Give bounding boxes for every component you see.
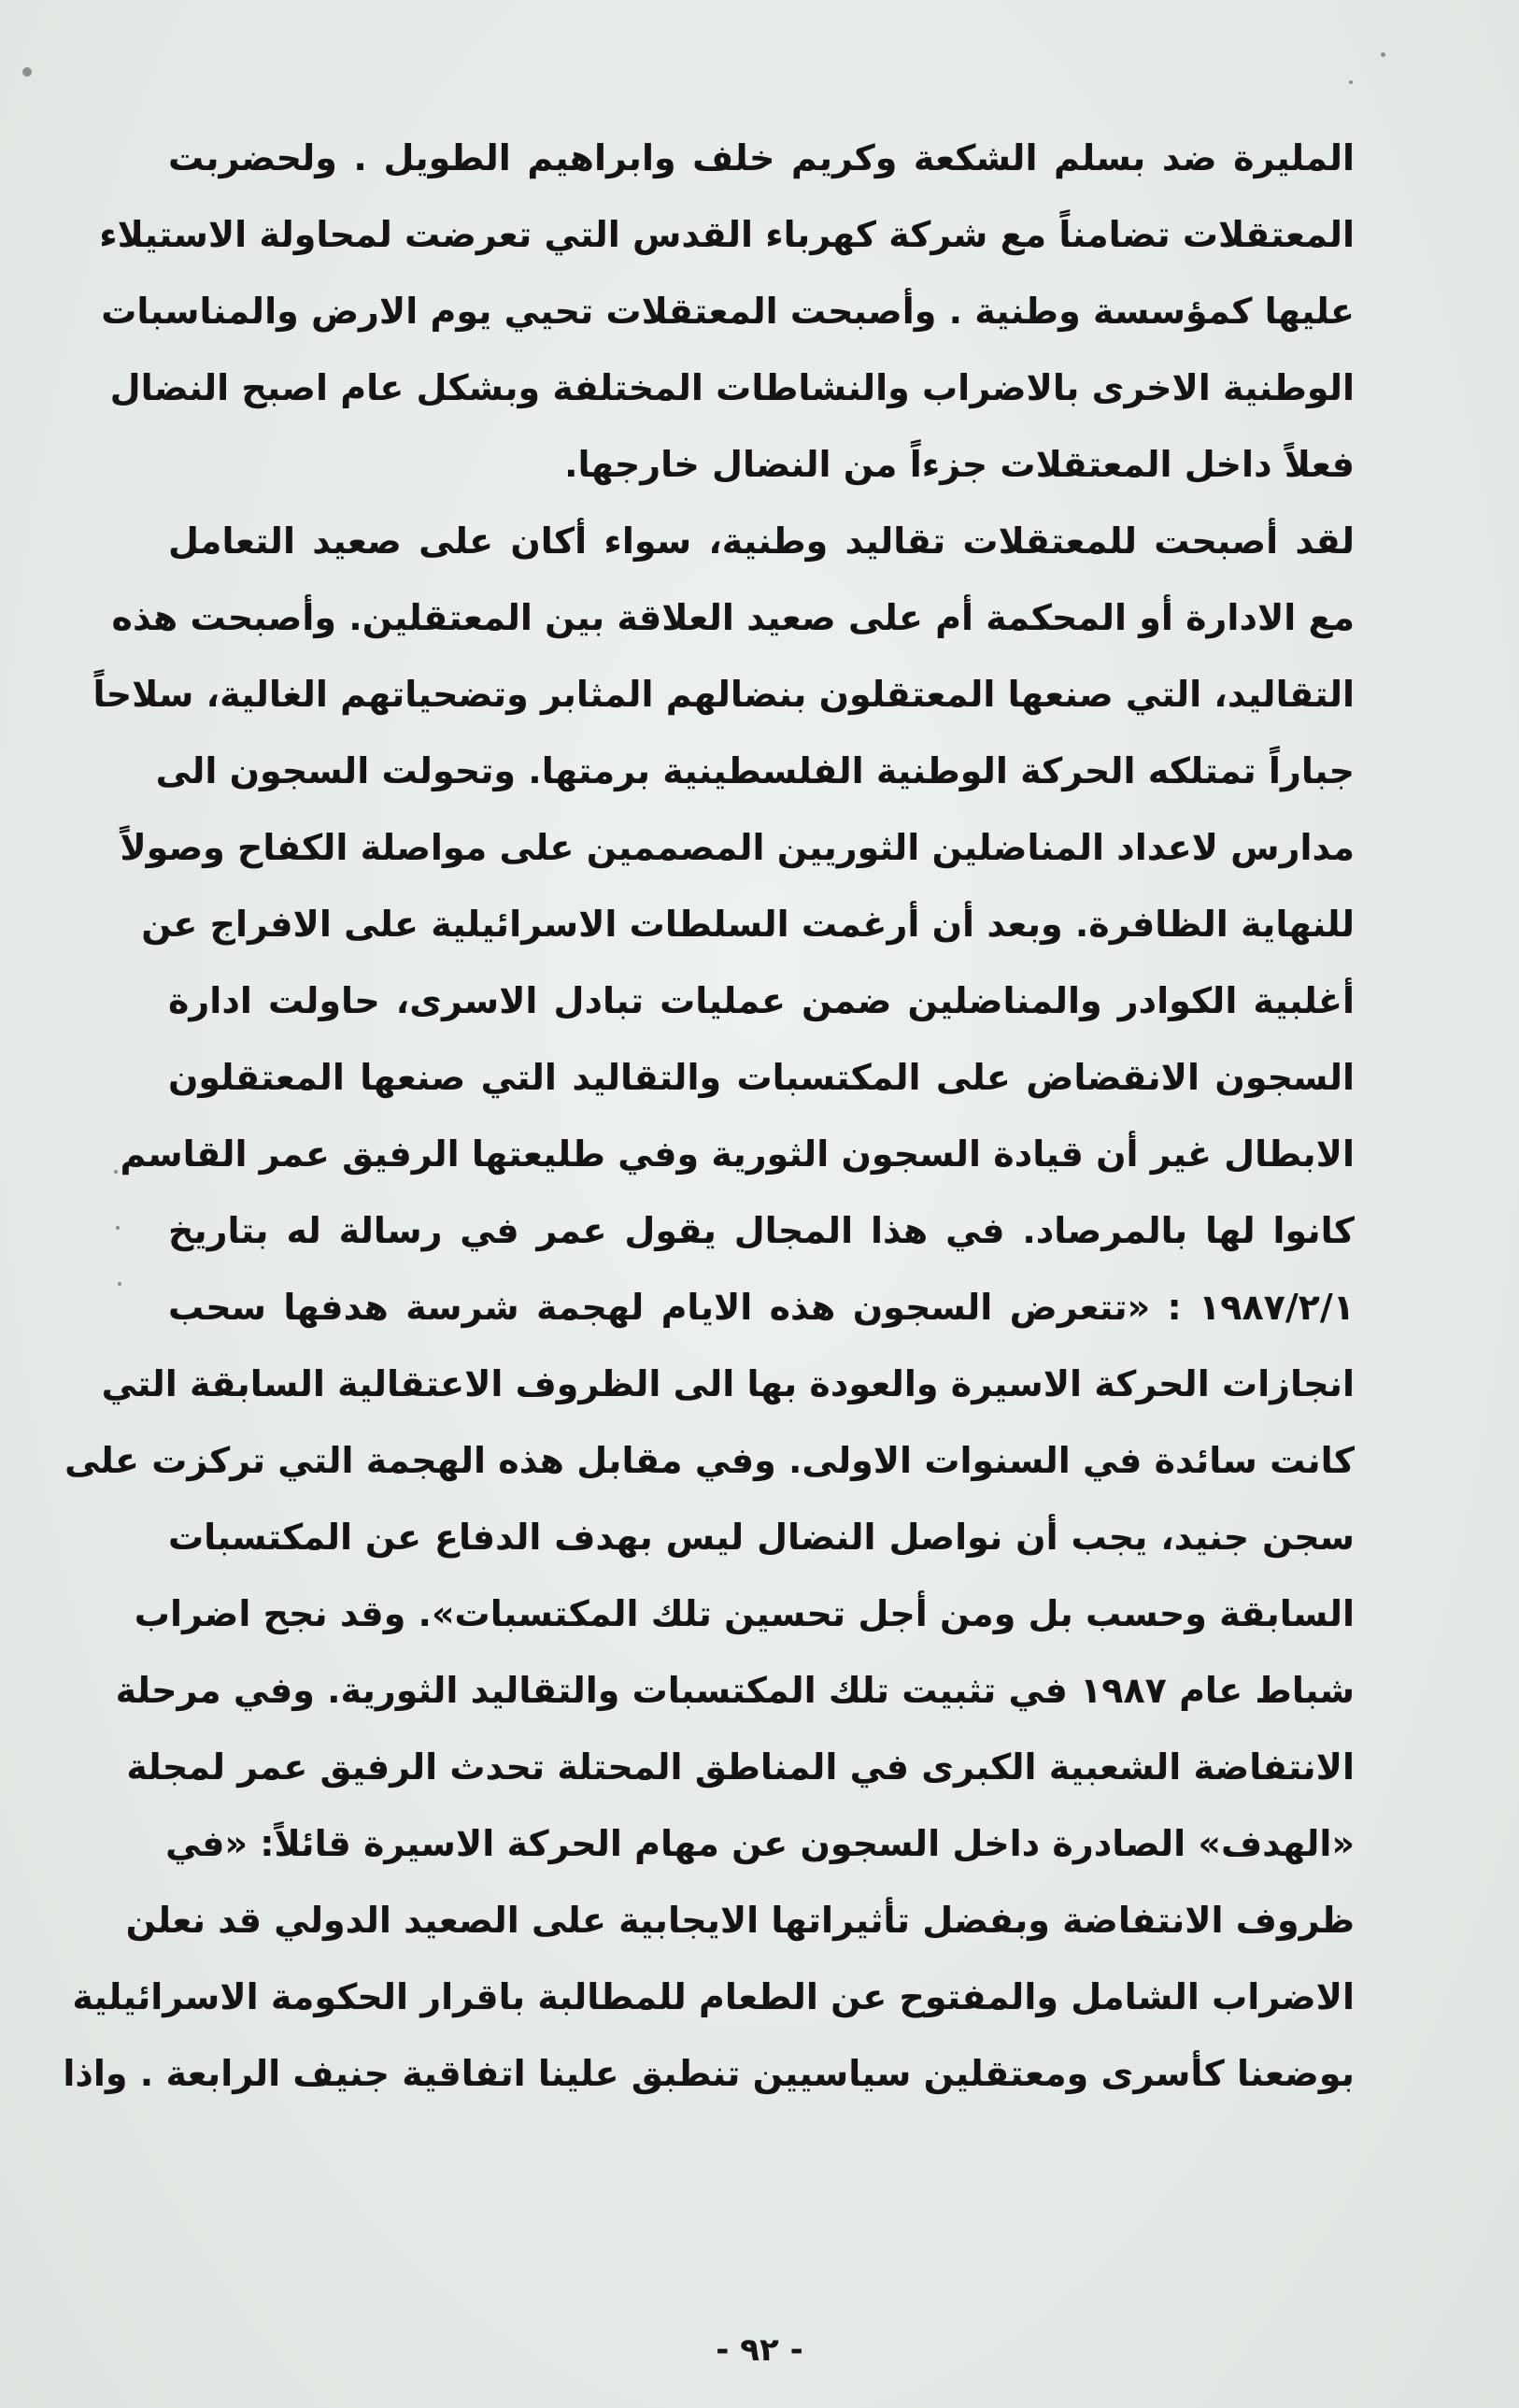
text-line-content: عليها كمؤسسة وطنية . وأصبحت المعتقلات تحيي يوم الارض والمناسبات [101, 291, 1355, 332]
text-line [141, 886, 1355, 962]
text-line [120, 1116, 1355, 1192]
scan-speck [22, 67, 32, 77]
text-line [120, 809, 1355, 886]
body-text [63, 120, 1355, 2112]
text-line-content: الانتفاضة الشعبية الكبرى في المناطق المحتلة تحدث الرفيق عمر لمجلة [126, 1746, 1355, 1788]
text-line-content: «الهدف» الصادرة داخل السجون عن مهام الحركة الاسيرة قائلاً: «في [165, 1823, 1355, 1864]
text-line-content: السجون الانقضاض على المكتسبات والتقاليد التي صنعها المعتقلون [168, 1057, 1355, 1098]
text-line-content: السابقة وحسب بل ومن أجل تحسين تلك المكتسبات». وقد نجح اضراب [134, 1593, 1355, 1634]
text-line [155, 733, 1355, 809]
text-line [168, 962, 1355, 1039]
text-line-content: الابطال غير أن قيادة السجون الثورية وفي طليعتها الرفيق عمر القاسم [120, 1133, 1355, 1175]
text-line [168, 1039, 1355, 1116]
text-line [63, 2035, 1355, 2112]
text-line [101, 1346, 1355, 1422]
page-number: - ٩٢ - [716, 2331, 803, 2369]
text-line [99, 196, 1355, 273]
text-line-content: بوضعنا كأسرى ومعتقلين سياسيين تنطبق علينا اتفاقية جنيف الرابعة . واذا [63, 2053, 1355, 2094]
text-line-content: سجن جنيد، يجب أن نواصل النضال ليس بهدف الدفاع عن المكتسبات [168, 1517, 1355, 1558]
text-line-content: الاضراب الشامل والمفتوح عن الطعام للمطالبة باقرار الحكومة الاسرائيلية [72, 1976, 1355, 2017]
text-line [134, 1575, 1355, 1652]
scan-speck [1381, 52, 1385, 57]
text-line-content: جباراً تمتلكه الحركة الوطنية الفلسطينية برمتها. وتحولت السجون الى [155, 750, 1355, 791]
text-line [168, 1499, 1355, 1575]
text-line-content: شباط عام ١٩٨٧ في تثبيت تلك المكتسبات والتقاليد الثورية. وفي مرحلة [115, 1670, 1355, 1711]
text-line [126, 1729, 1355, 1805]
text-line-content: فعلاً داخل المعتقلات جزءاً من النضال خارجها. [564, 444, 1355, 485]
text-line-content: المعتقلات تضامناً مع شركة كهرباء القدس التي تعرضت لمحاولة الاستيلاء [99, 214, 1355, 255]
text-line [168, 1192, 1355, 1269]
text-line [165, 1805, 1355, 1882]
text-line-content: للنهاية الظافرة. وبعد أن أرغمت السلطات الاسرائيلية على الافراج عن [141, 904, 1355, 945]
text-line-content: كانت سائدة في السنوات الاولى. وفي مقابل هذه الهجمة التي تركزت على [64, 1440, 1355, 1481]
text-line [109, 349, 1355, 426]
text-line-content: لقد أصبحت للمعتقلات تقاليد وطنية، سواء أكان على صعيد التعامل [168, 520, 1355, 562]
text-line-content: مدارس لاعداد المناضلين الثوريين المصممين على مواصلة الكفاح وصولاً [120, 827, 1355, 868]
text-line-content: ظروف الانتفاضة وبفضل تأثيراتها الايجابية على الصعيد الدولي قد نعلن [125, 1900, 1355, 1941]
text-line [168, 1269, 1355, 1346]
text-line [125, 1882, 1355, 1959]
text-line [101, 273, 1355, 349]
text-line [72, 1959, 1355, 2035]
text-line-content: مع الادارة أو المحكمة أم على صعيد العلاقة بين المعتقلين. وأصبحت هذه [111, 597, 1355, 638]
text-line-content: الوطنية الاخرى بالاضراب والنشاطات المختلفة وبشكل عام اصبح النضال [109, 367, 1355, 408]
text-line [168, 503, 1355, 579]
text-line-content: انجازات الحركة الاسيرة والعودة بها الى الظروف الاعتقالية السابقة التي [101, 1363, 1355, 1404]
scan-speck [118, 1282, 121, 1286]
text-line-content: التقاليد، التي صنعها المعتقلون بنضالهم المثابر وتضحياتهم الغالية، سلاحاً [92, 674, 1355, 715]
text-line [92, 656, 1355, 733]
text-line-content: كانوا لها بالمرصاد. في هذا المجال يقول عمر في رسالة له بتاريخ [168, 1210, 1355, 1251]
text-line [168, 120, 1355, 196]
scan-speck [1349, 80, 1353, 84]
text-line [115, 1652, 1355, 1729]
text-line [168, 426, 1355, 503]
text-line-content: ١٩٨٧/٢/١ : «تتعرض السجون هذه الايام لهجمة شرسة هدفها سحب [168, 1287, 1355, 1328]
text-line [64, 1422, 1355, 1499]
text-line [111, 579, 1355, 656]
text-line-content: المليرة ضد بسلم الشكعة وكريم خلف وابراهيم الطويل . ولحضربت [168, 137, 1355, 178]
scan-speck [114, 1170, 118, 1174]
text-line-content: أغلبية الكوادر والمناضلين ضمن عمليات تبادل الاسرى، حاولت ادارة [168, 980, 1355, 1021]
scan-speck [116, 1226, 120, 1230]
